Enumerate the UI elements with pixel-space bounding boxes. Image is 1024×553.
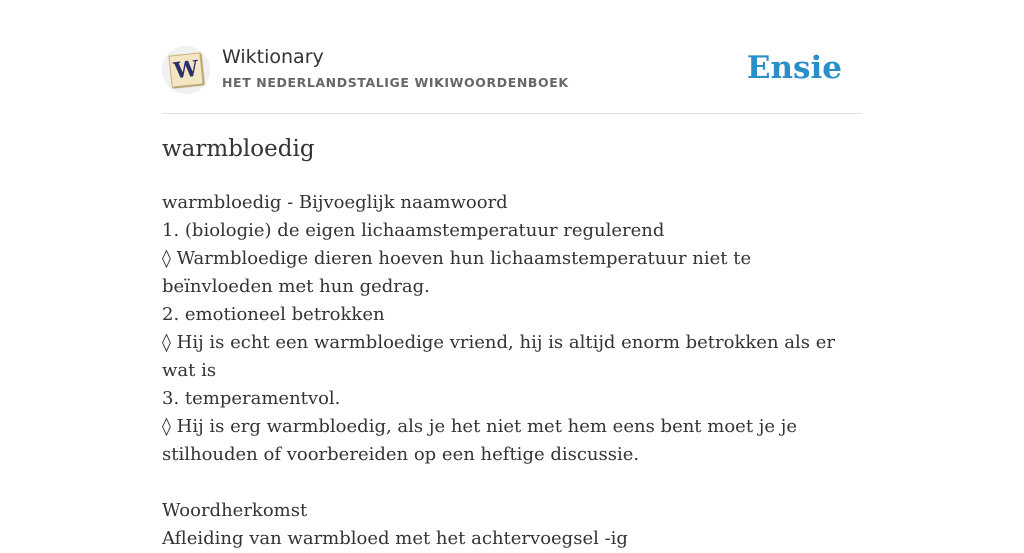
definition-line-3: 3. temperamentvol.	[162, 388, 341, 409]
etymology-text: Afleiding van warmbloed met het achtervoegsel -ig	[162, 528, 628, 549]
example-line-3: ◊ Hij is erg warmbloedig, als je het niet met hem eens bent moet je je stilhouden of voorbereiden op een heftige discussie.	[162, 416, 797, 465]
etymology-heading: Woordherkomst	[162, 500, 308, 521]
logo-letter: W	[172, 55, 200, 85]
entry-heading: warmbloedig - Bijvoeglijk naamwoord	[162, 192, 508, 213]
wiktionary-logo-icon	[168, 52, 203, 87]
ensie-brand-logo[interactable]: Ensie	[746, 50, 842, 86]
definition-line-1: 1. (biologie) de eigen lichaamstemperatuur regulerend	[162, 220, 665, 241]
site-name[interactable]: Wiktionary	[222, 46, 324, 68]
definition-content	[162, 189, 862, 553]
site-header	[162, 44, 862, 114]
example-line-1: ◊ Warmbloedige dieren hoeven hun lichaamstemperatuur niet te beïnvloeden met hun gedrag.	[162, 248, 752, 297]
example-line-2: ◊ Hij is echt een warmbloedige vriend, hij is altijd enorm betrokken als er wat is	[162, 332, 835, 381]
header-divider	[162, 113, 862, 114]
page-title: warmbloedig	[162, 136, 315, 162]
paragraph-gap	[162, 469, 862, 497]
site-tagline: HET NEDERLANDSTALIGE WIKIWOORDENBOEK	[222, 75, 569, 90]
wiktionary-logo[interactable]	[162, 46, 210, 94]
definition-line-2: 2. emotioneel betrokken	[162, 304, 385, 325]
